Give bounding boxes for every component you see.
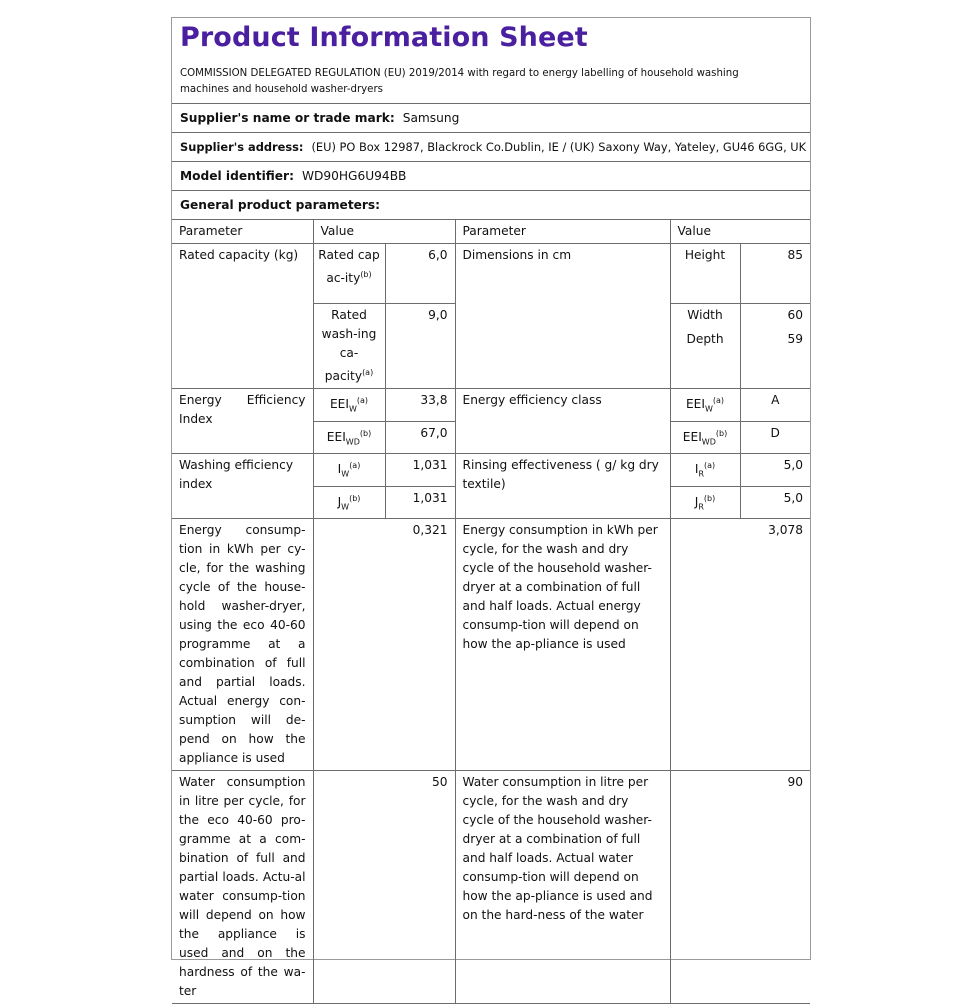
table-header-row xyxy=(172,220,810,244)
eec-w-label: $EEI_W^{(a)}$ xyxy=(670,389,740,422)
general-heading: General product parameters: xyxy=(180,198,381,212)
table-row xyxy=(172,389,810,422)
water-wash-dry-value: 90 xyxy=(670,771,810,1004)
rated-capacity-dry-label: Rated capac-ity$^{(b)}$ xyxy=(313,244,385,304)
energy-class-label: Energy efficiency class xyxy=(455,389,670,454)
product-information-sheet xyxy=(171,17,811,999)
supplier-name-label: Supplier's name or trade mark: xyxy=(180,111,395,125)
model-label: Model identifier: xyxy=(180,169,294,183)
eec-w-value: A xyxy=(740,389,810,422)
washing-efficiency-label: Washing efficiency index xyxy=(172,454,313,519)
supplier-address-row xyxy=(172,133,810,162)
supplier-name-value: Samsung xyxy=(402,111,460,125)
page-title: Product Information Sheet xyxy=(180,22,588,53)
header-parameter-2: Parameter xyxy=(455,220,670,244)
energy-wash-dry-value: 3,078 xyxy=(670,519,810,771)
supplier-name-row xyxy=(172,104,810,133)
jr-value: 5,0 xyxy=(740,486,810,519)
eec-wd-label: $EEI_{WD}^{(b)}$ xyxy=(670,421,740,454)
rinsing-label: Rinsing effectiveness ( g/ kg dry textile) xyxy=(455,454,670,519)
regulation-text: COMMISSION DELEGATED REGULATION (EU) 2019/2014 with regard to energy labelling of household washing machines and household washer-dryers xyxy=(180,68,739,95)
energy-wash-label: Energy consump-tion in kWh per cy-cle, for the washing cycle of the house-hold washer-dryer, using the eco 40-60 programme at a combination of full and partial loads. Actual energy con-sumption will de-pend on how the appliance is used xyxy=(172,519,313,771)
eec-wd-value: D xyxy=(740,421,810,454)
table-row xyxy=(172,771,810,1004)
eei-w-label: $EEI_W^{(a)}$ xyxy=(313,389,385,422)
jw-label: $J_W^{(b)}$ xyxy=(313,486,385,519)
water-wash-value: 50 xyxy=(313,771,455,1004)
ir-value: 5,0 xyxy=(740,454,810,487)
general-heading-row xyxy=(172,191,810,220)
dimensions-label: Dimensions in cm xyxy=(455,244,670,389)
header-value-1: Value xyxy=(313,220,455,244)
model-value: WD90HG6U94BB xyxy=(301,169,407,183)
eei-w-value: 33,8 xyxy=(385,389,455,422)
iw-value: 1,031 xyxy=(385,454,455,487)
model-row xyxy=(172,162,810,191)
rated-washing-capacity-label: Rated wash-ing ca-pacity$^{(a)}$ xyxy=(313,304,385,389)
eei-label: Energy Efficiency Index xyxy=(172,389,313,454)
water-wash-dry-label: Water consumption in litre per cycle, for the wash and dry cycle of the household washer-dryer at a combination of full and half loads. Actual water consump-tion will depend on how the ap-pliance is used and on the hard-ness of the water xyxy=(455,771,670,1004)
depth-label: Depth xyxy=(670,328,740,389)
eei-wd-label: $EEI_{WD}^{(b)}$ xyxy=(313,421,385,454)
width-value: 60 xyxy=(740,304,810,329)
iw-label: $I_W^{(a)}$ xyxy=(313,454,385,487)
height-label: Height xyxy=(670,244,740,304)
energy-wash-value: 0,321 xyxy=(313,519,455,771)
ir-label: $I_R^{(a)}$ xyxy=(670,454,740,487)
jw-value: 1,031 xyxy=(385,486,455,519)
eei-wd-value: 67,0 xyxy=(385,421,455,454)
rated-capacity-label: Rated capacity (kg) xyxy=(172,244,313,389)
header-value-2: Value xyxy=(670,220,810,244)
title-block xyxy=(172,18,810,104)
energy-wash-dry-label: Energy consumption in kWh per cycle, for the wash and dry cycle of the household washer-dryer at a combination of full and half loads. Actual energy consump-tion will depend on how the ap-pliance is used xyxy=(455,519,670,771)
supplier-address-value: (EU) PO Box 12987, Blackrock Co.Dublin, IE / (UK) Saxony Way, Yateley, GU46 6GG, UK xyxy=(311,140,807,154)
jr-label: $J_R^{(b)}$ xyxy=(670,486,740,519)
height-value: 85 xyxy=(740,244,810,304)
table-row xyxy=(172,519,810,771)
width-label: Width xyxy=(670,304,740,329)
rated-capacity-dry-value: 6,0 xyxy=(385,244,455,304)
table-row xyxy=(172,244,810,304)
rated-washing-capacity-value: 9,0 xyxy=(385,304,455,389)
depth-value: 59 xyxy=(740,328,810,389)
header-parameter-1: Parameter xyxy=(172,220,313,244)
supplier-address-label: Supplier's address: xyxy=(180,140,304,154)
water-wash-label: Water consumption in litre per cycle, for the eco 40-60 pro-gramme at a com-bination of full and partial loads. Actu-al water consump-tion will depend on how the appliance is used and on the hardness of the wa-ter xyxy=(172,771,313,1004)
table-row xyxy=(172,454,810,487)
parameters-table xyxy=(172,220,810,1004)
